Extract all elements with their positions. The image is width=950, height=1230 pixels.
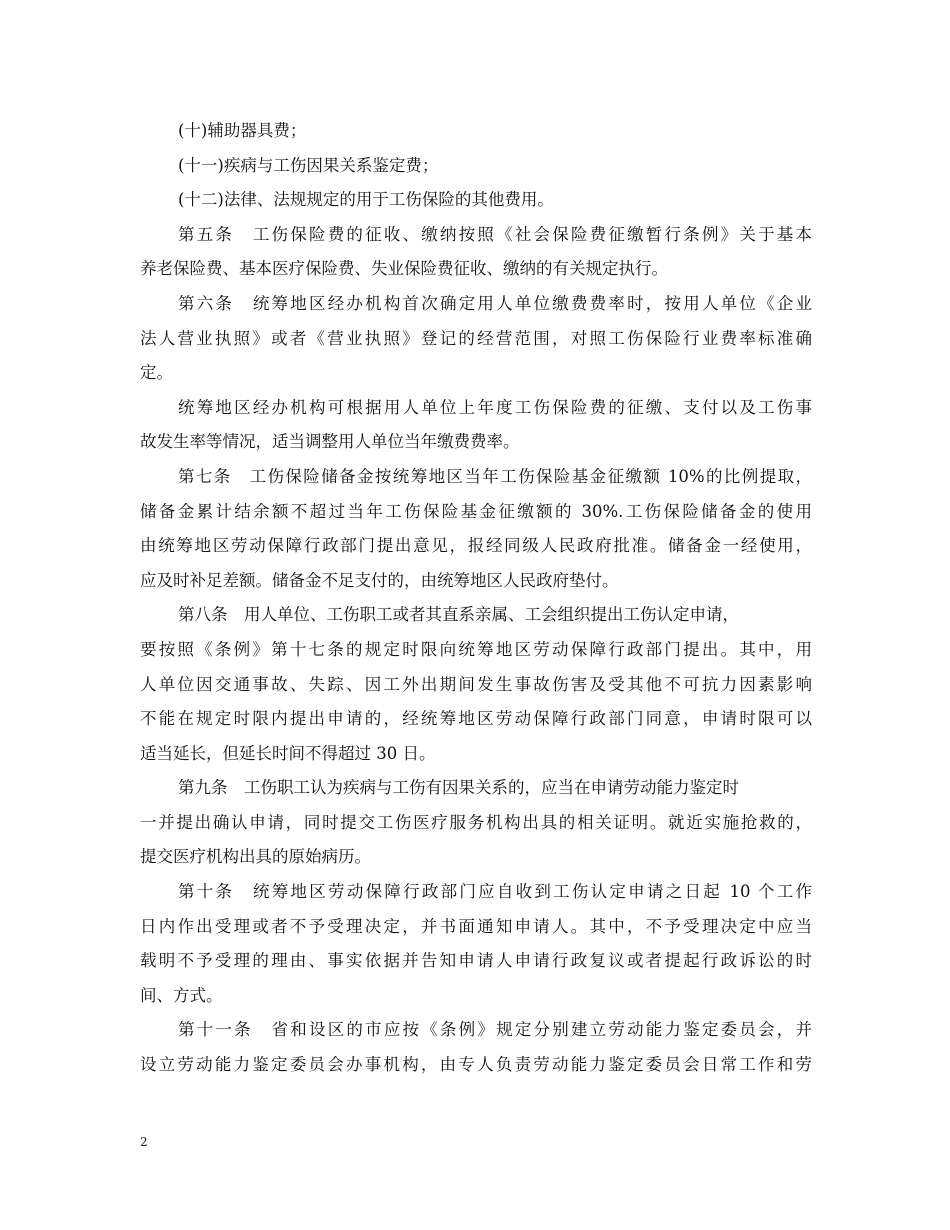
text-line: 人单位因交通事故、失踪、因工外出期间发生事故伤害及受其他不可抗力因素影响 [140, 674, 812, 694]
text-line: 统筹地区经办机构可根据用人单位上年度工伤保险费的征缴、支付以及工伤事 [178, 397, 812, 417]
text-line: 养老保险费、基本医疗保险费、失业保险费征收、缴纳的有关规定执行。 [140, 259, 668, 279]
text-line: 要按照《条例》第十七条的规定时限向统筹地区劳动保障行政部门提出。其中，用 [140, 639, 812, 659]
text-line: 第八条 用人单位、工伤职工或者其直系亲属、工会组织提出工伤认定申请， [178, 605, 739, 625]
text-line: 一并提出确认申请，同时提交工伤医疗服务机构出具的相关证明。就近实施抢救的， [140, 812, 812, 832]
text-line: 第十条 统筹地区劳动保障行政部门应自收到工伤认定申请之日起 10 个工作 [178, 882, 812, 902]
text-line: 第十一条 省和设区的市应按《条例》规定分别建立劳动能力鉴定委员会，并 [178, 1020, 812, 1040]
text-line: 载明不予受理的理由、事实依据并告知申请人申请行政复议或者提起行政诉讼的时 [140, 951, 812, 971]
page-number: 2 [140, 1135, 148, 1149]
text-line: 间、方式。 [140, 985, 223, 1005]
text-line: (十)辅助器具费； [178, 121, 307, 140]
text-line: 不能在规定时限内提出申请的，经统筹地区劳动保障行政部门同意，申请时限可以 [140, 709, 812, 729]
text-line: 第九条 工伤职工认为疾病与工伤有因果关系的，应当在申请劳动能力鉴定时 [178, 778, 739, 798]
text-line: 法人营业执照》或者《营业执照》登记的经营范围，对照工伤保险行业费率标准确 [140, 328, 812, 348]
text-line: 日内作出受理或者不予受理决定，并书面通知申请人。其中，不予受理决定中应当 [140, 916, 812, 936]
text-line: 定。 [140, 363, 173, 383]
text-line: 由统筹地区劳动保障行政部门提出意见，报经同级人民政府批准。储备金一经使用， [140, 536, 812, 556]
text-line: 第七条 工伤保险储备金按统筹地区当年工伤保险基金征缴额 10%的比例提取， [178, 466, 812, 486]
text-line: 储备金累计结余额不超过当年工伤保险基金征缴额的 30%.工伤保险储备金的使用 [140, 501, 812, 521]
text-line: 第六条 统筹地区经办机构首次确定用人单位缴费费率时，按用人单位《企业 [178, 293, 812, 313]
text-line: 提交医疗机构出具的原始病历。 [140, 847, 371, 867]
text-line: 故发生率等情况，适当调整用人单位当年缴费费率。 [140, 432, 520, 452]
text-line: 应及时补足差额。储备金不足支付的，由统筹地区人民政府垫付。 [140, 570, 619, 590]
text-line: 第五条 工伤保险费的征收、缴纳按照《社会保险费征缴暂行条例》关于基本 [178, 224, 812, 244]
text-line: (十一)疾病与工伤因果关系鉴定费； [178, 155, 439, 175]
text-line: 设立劳动能力鉴定委员会办事机构，由专人负责劳动能力鉴定委员会日常工作和劳 [140, 1055, 812, 1075]
text-line: (十二)法律、法规规定的用于工伤保险的其他费用。 [178, 190, 554, 210]
body-text [140, 114, 812, 1083]
text-line: 适当延长，但延长时间不得超过 30 日。 [140, 743, 436, 763]
